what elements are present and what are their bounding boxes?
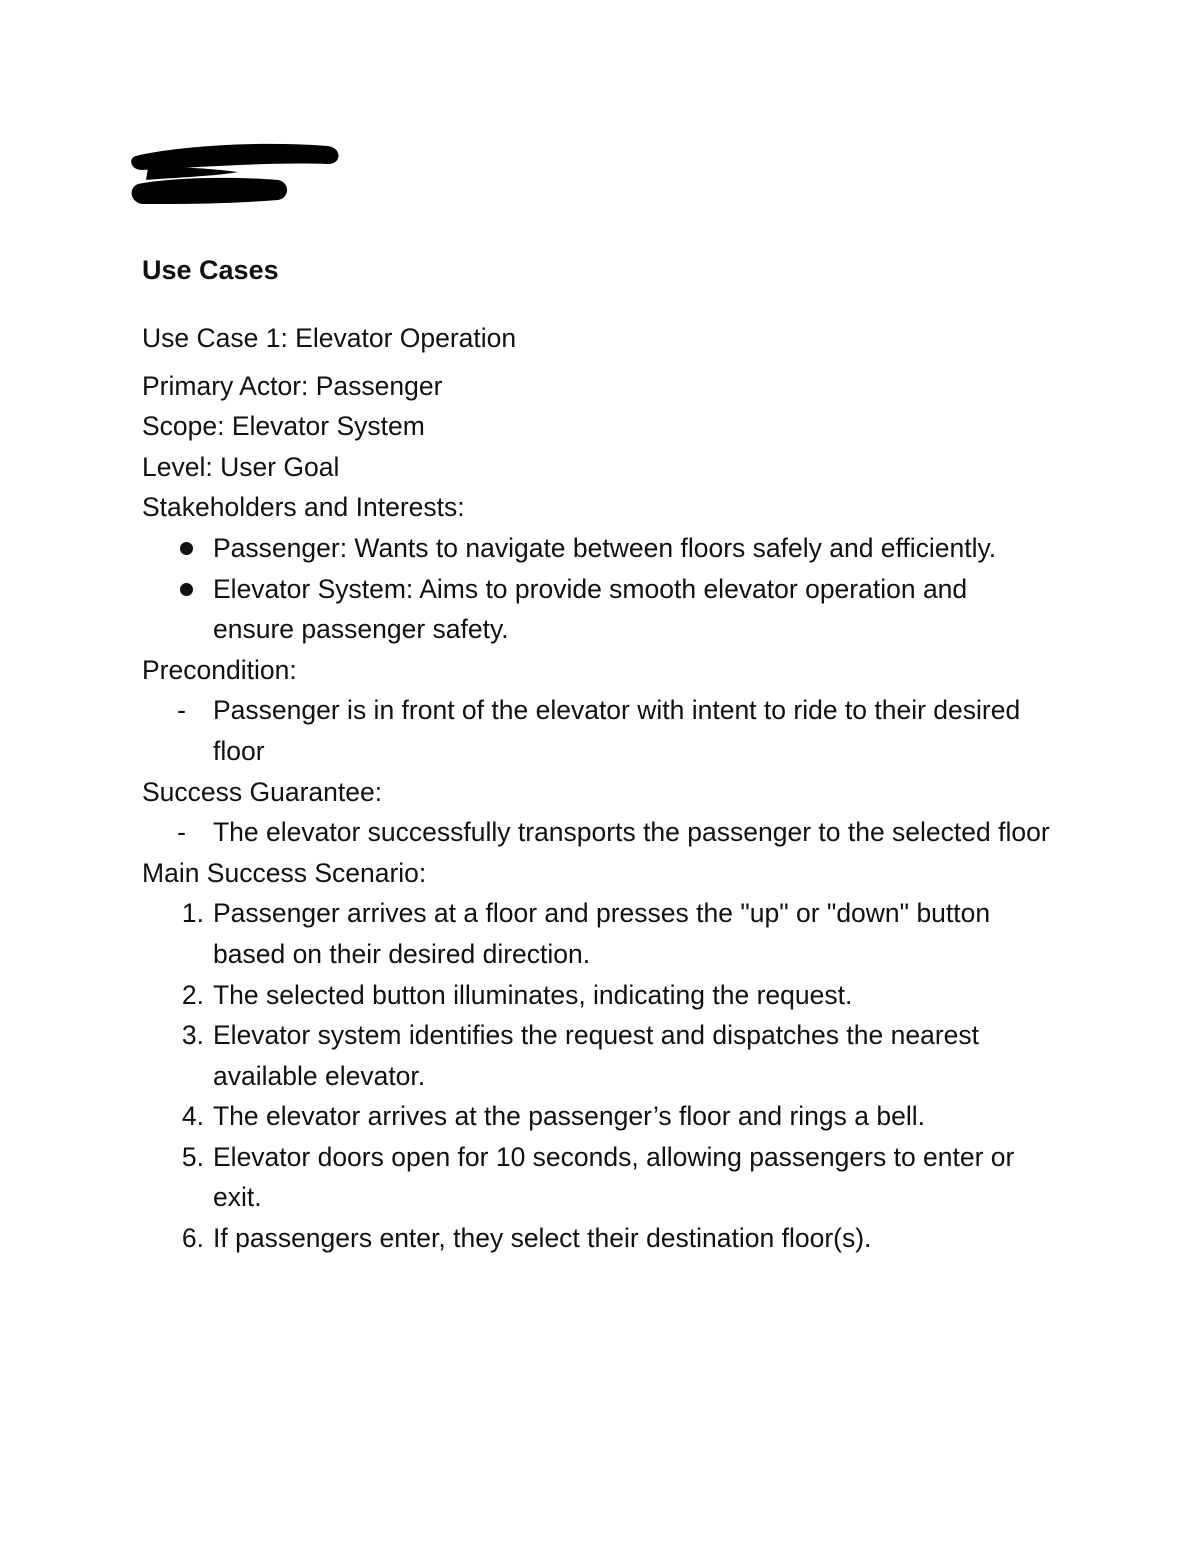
list-item (142, 528, 1053, 569)
preconditions-list (142, 690, 1102, 771)
precondition-label: Precondition: (142, 654, 297, 685)
list-item (142, 1218, 1053, 1259)
bullet-icon (180, 542, 193, 555)
list-item (142, 893, 1053, 974)
step-text: The elevator arrives at the passenger’s floor and rings a bell. (213, 1101, 925, 1132)
list-item (142, 1137, 1053, 1218)
step-text: Passenger arrives at a floor and presses the "up" or "down" button based on their desired direction. (213, 898, 991, 969)
stakeholders-label: Stakeholders and Interests: (142, 492, 465, 523)
step-text: Elevator doors open for 10 seconds, allowing passengers to enter or exit. (213, 1141, 1015, 1213)
list-item (142, 690, 1053, 771)
main-scenario-label: Main Success Scenario: (142, 857, 427, 888)
list-item (142, 1096, 1053, 1137)
stakeholder-text: Elevator System: Aims to provide smooth elevator operation and ensure passenger safety. (213, 573, 968, 645)
step-number: 3. (181, 1020, 204, 1051)
scope: Scope: Elevator System (142, 411, 425, 442)
stakeholder-text: Passenger: Wants to navigate between floors safely and efficiently. (213, 532, 997, 563)
success-guarantee-label: Success Guarantee: (142, 776, 383, 807)
primary-actor: Primary Actor: Passenger (142, 370, 443, 401)
step-number: 4. (181, 1101, 204, 1132)
step-number: 6. (181, 1223, 204, 1254)
step-number: 5. (181, 1141, 204, 1172)
list-item (142, 1015, 1053, 1096)
step-text: If passengers enter, they select their destination floor(s). (213, 1223, 872, 1254)
precondition-text: Passenger is in front of the elevator with intent to ride to their desired floor (213, 695, 1021, 766)
step-number: 2. (181, 979, 204, 1010)
dash-marker: - (177, 817, 186, 848)
document-body (142, 250, 1102, 1259)
step-text: Elevator system identifies the request and dispatches the nearest available elevator. (213, 1020, 979, 1091)
level: Level: User Goal (142, 451, 340, 482)
main-scenario-list (142, 893, 1102, 1258)
success-guarantee-text: The elevator successfully transports the passenger to the selected floor (213, 817, 1050, 848)
dash-marker: - (177, 695, 186, 726)
section-heading: Use Cases (142, 255, 279, 285)
list-item (142, 975, 1053, 1016)
step-text: The selected button illuminates, indicating the request. (213, 979, 853, 1010)
success-guarantees-list (142, 812, 1102, 853)
redacted-name-scribble (128, 134, 344, 210)
list-item (142, 812, 1053, 853)
stakeholders-list (142, 528, 1102, 650)
use-case-title: Use Case 1: Elevator Operation (142, 323, 517, 353)
list-item (142, 569, 1053, 650)
bullet-icon (180, 583, 193, 596)
step-number: 1. (181, 898, 204, 929)
